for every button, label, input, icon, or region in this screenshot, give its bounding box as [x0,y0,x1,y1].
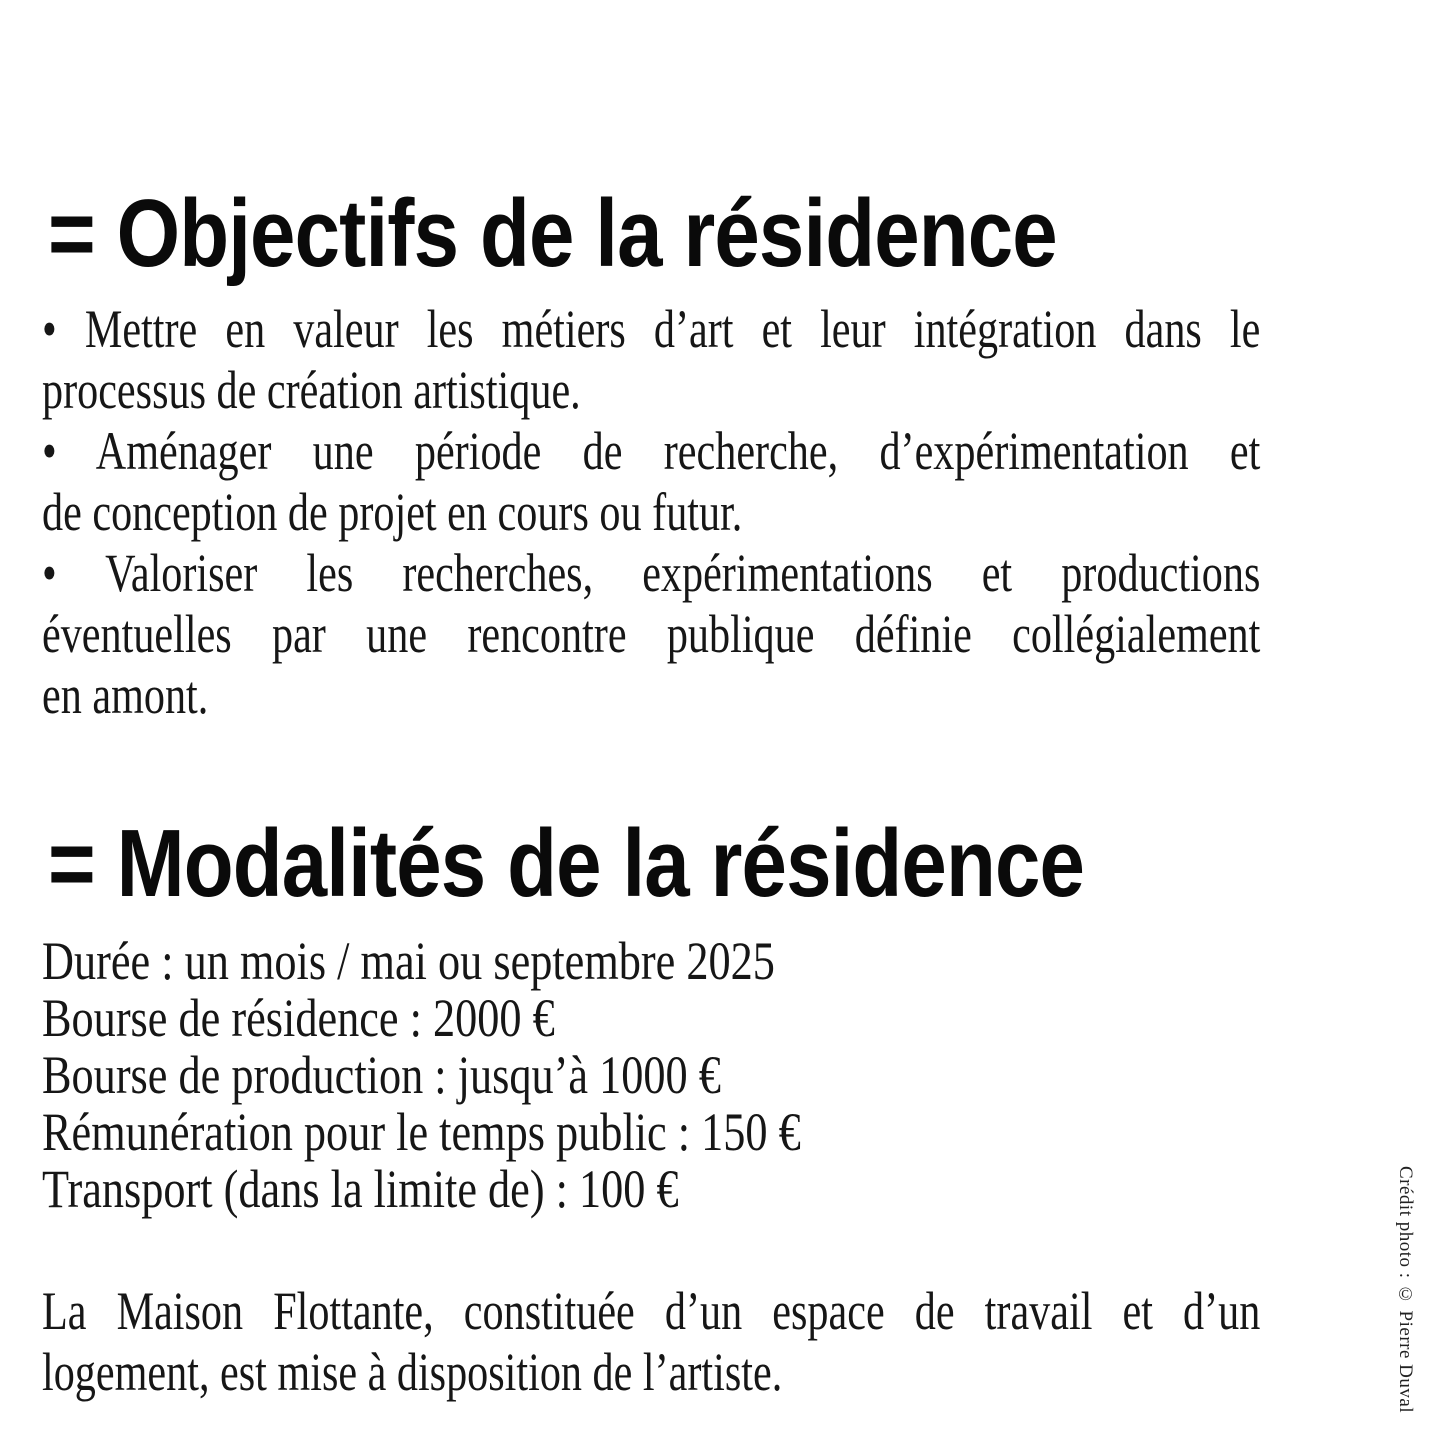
text-line: Bourse de production : jusqu’à 1000 € [42,1045,721,1105]
text-line: Transport (dans la limite de) : 100 € [42,1159,679,1219]
modalites-details-list [42,933,801,1218]
objectifs-heading: = Objectifs de la résidence [48,180,1057,287]
text-line: en amont. [42,665,209,725]
text-line: Durée : un mois / mai ou septembre 2025 [42,931,775,991]
objectifs-bullet-list [42,299,1260,726]
maison-flottante-note [42,1281,1260,1403]
text-line: éventuelles par une rencontre publique définie collégialement [42,604,1261,664]
photo-credit: Crédit photo : © Pierre Duval [1395,1166,1416,1414]
modalites-heading: = Modalités de la résidence [48,810,1085,917]
text-line: logement, est mise à disposition de l’artiste. [42,1342,783,1402]
text-line: La Maison Flottante, constituée d’un espace de travail et d’un [42,1281,1261,1341]
text-line: • Aménager une période de recherche, d’expérimentation et [42,421,1261,481]
bullet-item [42,299,1260,421]
text-line: Rémunération pour le temps public : 150 € [42,1102,801,1162]
bullet-item [42,421,1260,543]
text-line: • Mettre en valeur les métiers d’art et leur intégration dans le [42,299,1261,359]
text-line: de conception de projet en cours ou futur. [42,482,743,542]
text-line: Bourse de résidence : 2000 € [42,988,555,1048]
text-line: • Valoriser les recherches, expérimentations et productions [42,543,1261,603]
bullet-item [42,543,1260,726]
text-line: processus de création artistique. [42,360,581,420]
